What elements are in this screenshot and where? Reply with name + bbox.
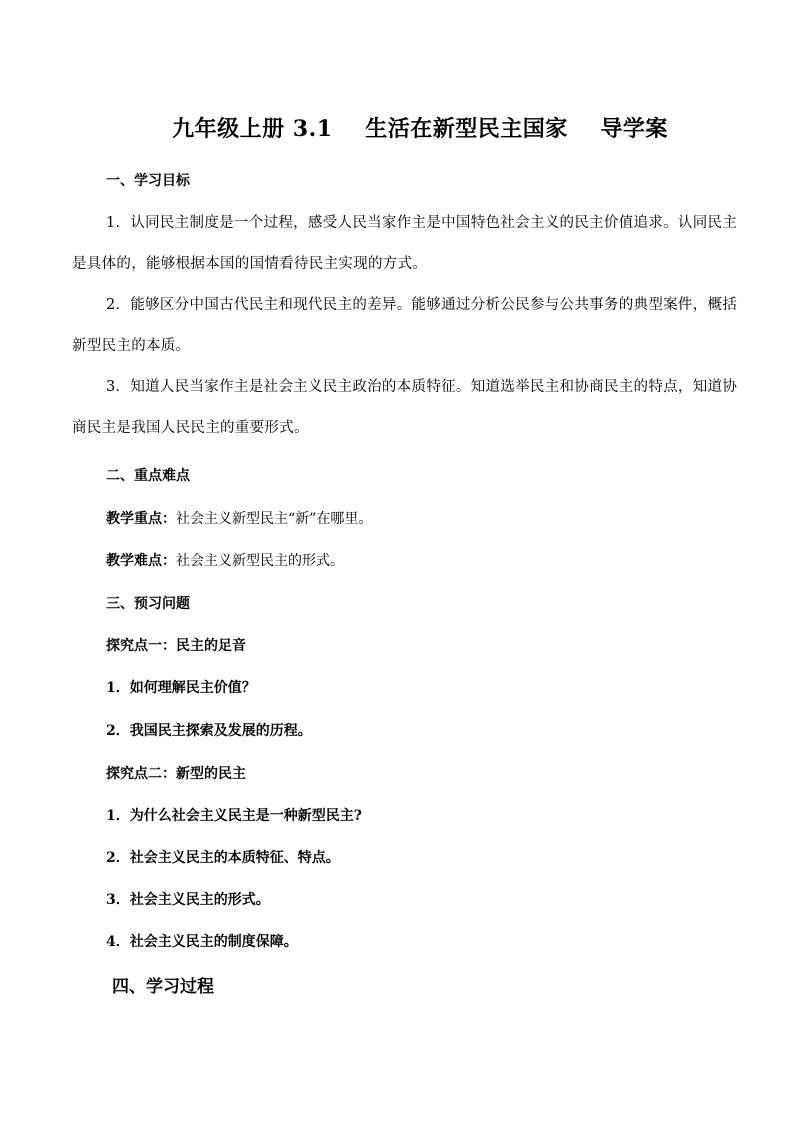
explore-point-2-question-3: 3．社会主义民主的形式。 [106,892,270,908]
key-point-label: 教学重点： [106,511,176,527]
explore-point-2-question-4: 4．社会主义民主的制度保障。 [106,934,298,950]
section3-heading: 三、预习问题 [106,596,190,612]
explore-point-2-question-1: 1．为什么社会主义民主是一种新型民主? [106,808,362,824]
explore-point-1-title: 探究点一：民主的足音 [106,638,246,654]
explore-point-2-question-2: 2．社会主义民主的本质特征、特点。 [106,850,340,866]
explore-point-1-question-2: 2．我国民主探索及发展的历程。 [106,723,312,739]
explore-point-1-question-1: 1．如何理解民主价值？ [106,680,256,696]
section4-heading: 四、学习过程 [112,977,214,997]
objective-2: 2．能够区分中国古代民主和现代民主的差异。能够通过分析公民参与公共事务的典型案件，概括新型民主的本质。 [72,297,738,354]
difficult-point-text: 社会主义新型民主的形式。 [176,553,344,569]
explore-point-2-title: 探究点二：新型的民主 [106,766,246,782]
key-point-text: 社会主义新型民主“新”在哪里。 [176,511,373,527]
section1-heading: 一、学习目标 [106,173,190,189]
document-title: 九年级上册 3.1 生活在新型民主国家 导学案 [172,116,668,142]
difficult-point [106,551,344,571]
objective-1: 1．认同民主制度是一个过程，感受人民当家作主是中国特色社会主义的民主价值追求。认同民主是具体的，能够根据本国的国情看待民主实现的方式。 [72,215,738,272]
key-point [106,509,372,529]
difficult-point-label: 教学难点： [106,553,176,569]
objective-3: 3．知道人民当家作主是社会主义民主政治的本质特征。知道选举民主和协商民主的特点，知道协商民主是我国人民民主的重要形式。 [72,379,738,436]
section2-heading: 二、重点难点 [106,468,190,484]
